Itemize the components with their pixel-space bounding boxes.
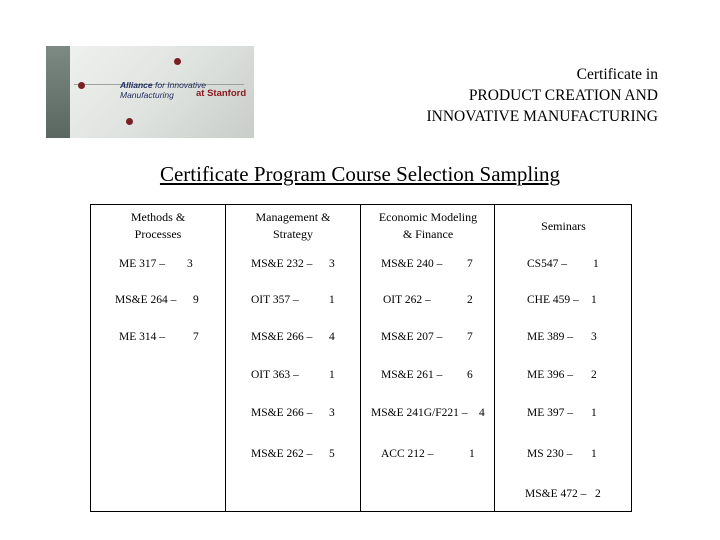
- course-code: ME 396 –: [527, 369, 573, 381]
- course-code: MS&E 264 –: [115, 294, 177, 306]
- course-code: ME 397 –: [527, 407, 573, 419]
- certificate-line2: PRODUCT CREATION AND: [468, 87, 658, 104]
- course-units: 5: [329, 448, 335, 460]
- course-code: CS547 –: [527, 258, 567, 270]
- course-code: ME 389 –: [527, 331, 573, 343]
- course-table: [90, 204, 632, 512]
- logo-stanford: at Stanford: [196, 88, 247, 99]
- certificate-heading: [427, 64, 659, 127]
- column-divider: [494, 205, 495, 511]
- course-units: 7: [467, 331, 473, 343]
- alliance-logo: [46, 46, 254, 138]
- course-units: 3: [329, 407, 335, 419]
- header-line: Seminars: [541, 219, 586, 233]
- course-code: OIT 363 –: [251, 369, 299, 381]
- course-code: ME 317 –: [119, 258, 165, 270]
- course-code: MS&E 261 –: [381, 369, 443, 381]
- header-line: Economic Modeling: [378, 210, 478, 224]
- header-line: Methods &: [130, 210, 186, 224]
- certificate-line3: INNOVATIVE MANUFACTURING: [426, 108, 658, 125]
- column-header: [495, 218, 632, 235]
- course-units: 2: [591, 369, 597, 381]
- course-code: ACC 212 –: [381, 448, 434, 460]
- course-code: CHE 459 –: [527, 294, 579, 306]
- logo-line1b: for Innovative: [154, 80, 207, 90]
- header-line: Strategy: [273, 227, 313, 241]
- header-line: Management &: [255, 210, 331, 224]
- course-units: 1: [591, 407, 597, 419]
- certificate-line1: Certificate in: [576, 66, 658, 83]
- column-divider: [225, 205, 226, 511]
- logo-line2: Manufacturing: [120, 90, 174, 100]
- page-title: Certificate Program Course Selection Sampling: [159, 162, 561, 186]
- logo-line1: Alliance: [120, 80, 153, 90]
- logo-bar: [46, 46, 70, 138]
- logo-dot: [78, 82, 85, 89]
- course-units: 2: [467, 294, 473, 306]
- course-units: 1: [591, 294, 597, 306]
- column-header: [226, 209, 360, 243]
- course-units: 4: [329, 331, 335, 343]
- course-units: 1: [329, 294, 335, 306]
- course-code: MS&E 232 –: [251, 258, 313, 270]
- course-units: 9: [193, 294, 199, 306]
- column-header: [91, 209, 225, 243]
- course-code: OIT 357 –: [251, 294, 299, 306]
- course-units: 7: [193, 331, 199, 343]
- logo-dot: [126, 118, 133, 125]
- course-code: MS&E 240 –: [381, 258, 443, 270]
- course-code: MS&E 472 –: [525, 488, 587, 500]
- course-units: 1: [593, 258, 599, 270]
- column-header: [361, 209, 495, 243]
- header-line: & Finance: [402, 227, 454, 241]
- column-divider: [360, 205, 361, 511]
- course-units: 2: [595, 488, 601, 500]
- header-line: Processes: [134, 227, 182, 241]
- course-code: MS&E 262 –: [251, 448, 313, 460]
- course-units: 1: [329, 369, 335, 381]
- course-units: 7: [467, 258, 473, 270]
- course-code: MS&E 241G/F221 –: [371, 407, 468, 419]
- course-units: 6: [467, 369, 473, 381]
- course-units: 4: [479, 407, 485, 419]
- course-code: ME 314 –: [119, 331, 165, 343]
- course-units: 1: [591, 448, 597, 460]
- course-units: 3: [591, 331, 597, 343]
- logo-dot: [174, 58, 181, 65]
- course-units: 1: [469, 448, 475, 460]
- course-code: MS&E 207 –: [381, 331, 443, 343]
- course-units: 3: [187, 258, 193, 270]
- course-code: MS&E 266 –: [251, 407, 313, 419]
- course-code: OIT 262 –: [383, 294, 431, 306]
- course-units: 3: [329, 258, 335, 270]
- course-code: MS 230 –: [527, 448, 573, 460]
- course-code: MS&E 266 –: [251, 331, 313, 343]
